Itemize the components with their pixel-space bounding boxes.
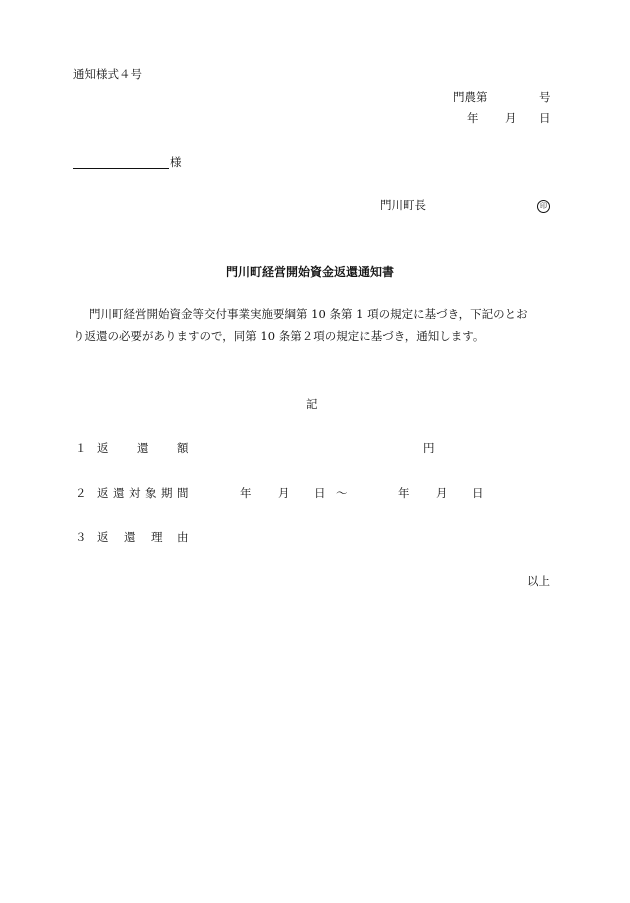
item-2-number: ２ [75, 486, 87, 500]
period-end-month: 月 [436, 486, 448, 500]
item-2-label-char: 還 [113, 486, 125, 500]
period-start-month: 月 [278, 486, 290, 500]
seal-icon: 印 [537, 200, 550, 213]
body-line-2: り返還の必要がありますので，同第 10 条第２項の規定に基づき，通知します。 [73, 329, 485, 343]
period-start-year: 年 [240, 486, 252, 500]
item-1-label-char: 還 [137, 441, 149, 455]
date-month: 月 [505, 111, 517, 125]
item-2-label-char: 対 [129, 486, 141, 500]
item-1-yen: 円 [423, 441, 435, 455]
item-3-number: ３ [75, 530, 87, 544]
date-year: 年 [467, 111, 479, 125]
item-2-label-char: 象 [145, 486, 157, 500]
item-1-label-char: 額 [177, 441, 189, 455]
form-label: 通知様式４号 [73, 67, 142, 81]
closing-ijou: 以上 [527, 574, 550, 588]
item-2-label-char: 期 [161, 486, 173, 500]
addressee-blank [73, 168, 169, 169]
item-3-label-char: 還 [124, 530, 136, 544]
doc-number-suffix: 号 [539, 90, 551, 104]
item-1-number: １ [75, 441, 87, 455]
item-1-label-char: 返 [97, 441, 109, 455]
date-day: 日 [539, 111, 551, 125]
item-3-label-char: 理 [151, 530, 163, 544]
seal-mark [537, 199, 550, 213]
period-start-day: 日 [314, 486, 326, 500]
period-end-day: 日 [472, 486, 484, 500]
item-3-label-char: 返 [97, 530, 109, 544]
period-end-year: 年 [398, 486, 410, 500]
addressee-suffix: 様 [170, 155, 182, 169]
ki-heading: 記 [306, 397, 318, 411]
period-tilde: ～ [336, 486, 348, 500]
body-line-1: 門川町経営開始資金等交付事業実施要綱第 10 条第 1 項の規定に基づき，下記のとお [89, 307, 528, 321]
doc-number-prefix: 門農第 [453, 90, 488, 104]
issuer-title: 門川町長 [380, 198, 426, 212]
item-3-label-char: 由 [177, 530, 189, 544]
item-2-label-char: 間 [177, 486, 189, 500]
item-2-label-char: 返 [97, 486, 109, 500]
document-title: 門川町経営開始資金返還通知書 [226, 265, 395, 279]
